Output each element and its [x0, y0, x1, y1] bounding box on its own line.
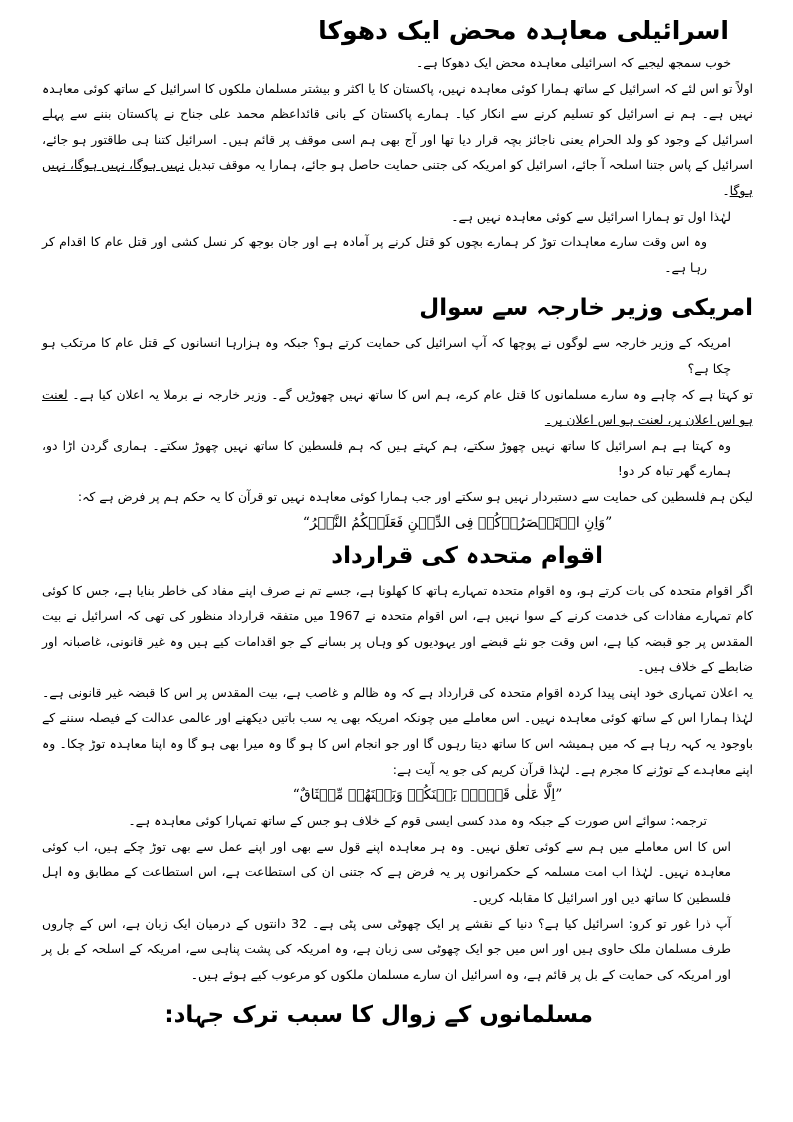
main-heading: اسرائیلی معاہدہ محض ایک دھوکا: [318, 16, 729, 45]
decline-heading: مسلمانوں کے زوال کا سبب ترک جہاد:: [164, 1002, 593, 1029]
question-paragraph-1: امریکہ کے وزیر خارجہ سے لوگوں نے پوچھا کہ آپ اسرائیل کی حمایت کرتے ہو؟ جبکہ وہ ہزارہا انسانوں کے قتل عام کا مرتکب ہو چکا ہے؟: [42, 335, 731, 376]
translation-line: ترجمہ: سوائے اس صورت کے جبکہ وہ مدد کسی ایسی قوم کے خلاف ہو جس کے ساتھ تمہارا کوئی معاہدہ ہے۔: [128, 813, 707, 829]
question-paragraph-2: [42, 382, 753, 433]
resolution-heading: اقوام متحدہ کی قرارداد: [331, 542, 603, 569]
question-paragraph-3: وہ کہتا ہے ہم اسرائیل کا ساتھ نہیں چھوڑ سکتے، ہم کہتے ہیں کہ ہم فلسطین کا ساتھ نہیں چھوڑ سکتے۔ ہماری گردن اڑا دو، ہمارے گھر تباہ کر دو!: [42, 437, 731, 479]
question-paragraph-2-text: تو کہتا ہے کہ چاہے وہ سارے مسلمانوں کا قتل عام کرے، ہم اس کا ساتھ نہیں چھوڑیں گے۔ وزیر خارجہ نے برملا یہ اعلان کیا ہے۔: [72, 386, 753, 402]
quran-quote-1: ”وَاِنِ اسۡتَنۡصَرُوۡكُمۡ فِى الدِّيۡنِ فَعَلَيۡكُمُ النَّصۡرُ“: [302, 514, 613, 531]
intro-paragraph-2-text: اولاً تو اس لئے کہ اسرائیل کے ساتھ ہمارا کوئی معاہدہ نہیں، پاکستان کا یا اکثر و بیشتر مسلمان ملکوں کا اسرائیل کے ساتھ کوئی معاہدہ نہیں ہے۔ ہم نے اسرائیل کو تسلیم کرنے سے انکار کیا۔ ہمارے پاکستان کے بانی قائداعظم محمد علی جناح نے پاکستان بننے سے پہلے اسرائیل کے وجود کو ولد الحرام یعنی ناجائز بچہ قرار دیا تھا اور آج بھی ہم اسی موقف پر قائم ہیں۔ اسرائیل کتنا ہی طاقتور ہو جائے، اسرائیل کے پاس جتنا اسلحہ آ جائے، اسرائیل کو امریکہ کی جتنی حمایت حاصل ہو جائے، ہمارا یہ موقف تبدیل: [42, 80, 753, 173]
resolution-paragraph-1: اگر اقوام متحدہ کی بات کرتے ہو، وہ اقوام متحدہ تمہارے ہاتھ کا کھلونا ہے، جسے تم نے صرف اپنے مفاد کی خاطر بنایا ہے، جس کا کوئی کام تمہارے مفادات کی خدمت کرنے کے سوا نہیں ہے، اس اقوام متحدہ نے 1967 میں متفقہ قرارداد منظور کی تھی کہ اسرائیل نے بیت المقدس پر جو قبضہ کیا ہے، اس وقت جو نئے قبضے اور یہودیوں کو وہاں پر بسانے کے جو اقدامات کیے ہیں وہ غیر قانونی، غاصبانہ اور ضابطے کے خلاف ہیں۔: [42, 582, 753, 675]
intro-paragraph-2: اولاً تو اس لئے کہ اسرائیل کے ساتھ ہمارا کوئی معاہدہ نہیں، پاکستان کا یا اکثر و بیشتر مسلمان ملکوں کا اسرائیل کے ساتھ کوئی معاہدہ نہیں ہے۔ ہم نے اسرائیل کو تسلیم کرنے سے انکار کیا۔ ہمارے پاکستان کے بانی قائداعظم محمد علی جناح نے پاکستان بننے سے پہلے اسرائیل کے وجود کو ولد الحرام یعنی ناجائز بچہ قرار دیا تھا اور آج بھی ہم اسی موقف پر قائم ہیں۔ اسرائیل کتنا ہی طاقتور ہو جائے، اسرائیل کے پاس جتنا اسلحہ آ جائے، اسرائیل کو امریکہ کی جتنی حمایت حاصل ہو جائے، ہمارا یہ موقف تبدیل نہیں ہوگا، نہیں ہوگا، نہیں ہوگا۔: [42, 80, 753, 198]
resolution-paragraph-2: یہ اعلان تمہاری خود اپنی پیدا کردہ اقوام متحدہ کی قرارداد ہے کہ وہ ظالم و غاصب ہے، بیت المقدس پر اس کا قبضہ غیر قانونی ہے۔ لہٰذا ہمارا اس کے ساتھ کوئی معاہدہ نہیں۔ اس معاملے میں چونکہ امریکہ بھی یہ سب باتیں دیکھنے اور عالمی عدالت کے فیصلہ سننے کے باوجود یہ کہہ رہا ہے کہ میں ہمیشہ اس کا ساتھ دیتا رہوں گا اور جو انجام اس کا ہو گا وہ میرا بھی ہو گا وہ اپنا معاہدہ توڑ چکا۔ وہ اپنے معاہدے کے توڑنے کا مجرم ہے۔ لہٰذا قرآن کریم کی جو یہ آیت ہے:: [42, 684, 753, 777]
quran-quote-2: ”اِلَّا عَلٰى قَوۡمٍۢ بَيۡنَكُمۡ وَبَيۡنَهُمۡ مِّيۡثَاقٌ“: [292, 787, 563, 804]
closing-paragraph-2: آپ ذرا غور تو کرو: اسرائیل کیا ہے؟ دنیا کے نقشے پر ایک چھوٹی سی پٹی ہے۔ 32 دانتوں کے درمیان ایک زبان ہے، اس کے چاروں طرف مسلمان ملک حاوی ہیں اور اس میں جو ایک چھوٹی سی زبان ہے، وہ امریکہ کی پشت پناہی سے، امریکہ کے اسلحہ کے بل پر اور امریکہ کی حمایت کے بل پر قائم ہے، وہ اسرائیل ان سارے مسلمان ملکوں کو مرعوب کیے ہوئے ہیں۔: [42, 915, 731, 982]
question-paragraph-4: لیکن ہم فلسطین کی حمایت سے دستبردار نہیں ہو سکتے اور جب ہمارا کوئی معاہدہ نہیں تو قرآن کا یہ حکم ہم پر فرض ہے کہ:: [77, 488, 753, 504]
curse-line-underlined: لعنت ہو اس اعلان پر، لعنت ہو اس اعلان پر۔: [42, 386, 753, 428]
closing-paragraph-1: اس کا اس معاملے میں ہم سے کوئی تعلق نہیں۔ وہ ہر معاہدہ اپنے قول سے بھی اور اپنے عمل سے بھی توڑ چکے ہیں، اب کوئی معاہدہ نہیں۔ لہٰذا اب امت مسلمہ کے حکمرانوں پر یہ فرض ہے کہ جتنی ان کی استطاعت ہے، اس استطاعت کے مطابق وہ اہل فلسطین کا ساتھ دیں اور اسرائیل کا مقابلہ کریں۔: [42, 838, 731, 906]
emphasis-underlined: نہیں ہوگا، نہیں ہوگا، نہیں ہوگا: [42, 157, 753, 198]
intro-paragraph-4: وہ اس وقت سارے معاہدات توڑ کر ہمارے بچوں کو قتل کرنے پر آمادہ ہے اور جان بوجھ کر نسل کشی اور قتل عام کا اقدام کر رہا ہے۔: [42, 234, 707, 275]
intro-paragraph-3: لہٰذا اول تو ہمارا اسرائیل سے کوئی معاہدہ نہیں ہے۔: [451, 208, 731, 224]
question-heading: امریکی وزیر خارجہ سے سوال: [419, 295, 753, 322]
intro-paragraph-1: خوب سمجھ لیجیے کہ اسرائیلی معاہدہ محض ایک دھوکا ہے۔: [415, 55, 731, 70]
